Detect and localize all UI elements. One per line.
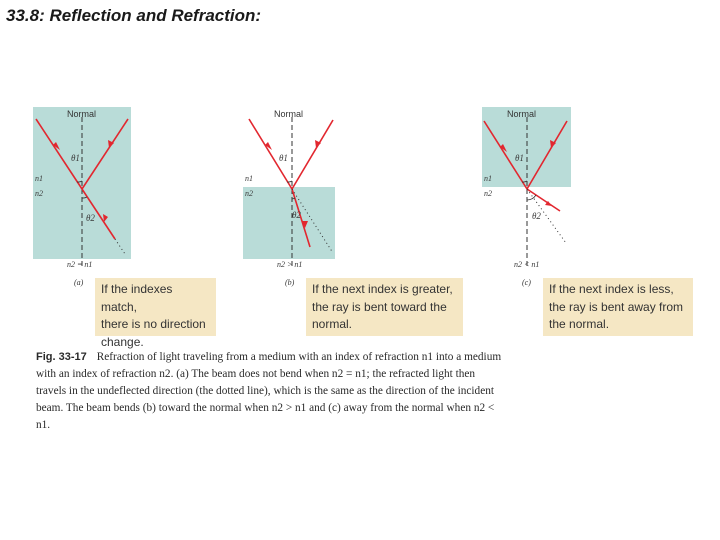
n2-label: n2 <box>245 189 253 198</box>
theta1-label: θ1 <box>279 153 288 163</box>
panel-c-diagram <box>482 107 580 272</box>
ray-diagram-c <box>482 107 580 272</box>
theta2-label: θ2 <box>292 210 301 220</box>
figure-label: Fig. 33-17 <box>36 351 87 363</box>
undeflected-dotted-line <box>292 189 333 253</box>
callout-a: If the indexes match, there is no direction change. <box>95 278 216 336</box>
reflected-ray <box>527 121 567 189</box>
callout-c: If the next index is less, the ray is bent away from the normal. <box>543 278 693 336</box>
relation-label: n2 = n1 <box>67 260 93 269</box>
callout-b: If the next index is greater, the ray is bent toward the normal. <box>306 278 463 336</box>
normal-label: Normal <box>507 109 537 119</box>
normal-label: Normal <box>274 109 304 119</box>
n1-label: n1 <box>35 174 43 183</box>
n1-label: n1 <box>484 174 492 183</box>
part-a-label: (a) <box>74 278 84 287</box>
n2-label: n2 <box>484 189 492 198</box>
theta1-label: θ1 <box>71 153 80 163</box>
theta1-label: θ1 <box>515 153 524 163</box>
reflected-ray <box>82 119 128 189</box>
theta2-label: θ2 <box>532 211 541 221</box>
reflected-ray <box>292 120 333 189</box>
normal-label: Normal <box>67 109 97 119</box>
panel-b-diagram <box>243 107 341 272</box>
theta2-label: θ2 <box>86 213 95 223</box>
relation-label: n2 > n1 <box>277 260 303 269</box>
relation-label: n2 < n1 <box>514 260 540 269</box>
ray-diagram-b <box>243 107 341 272</box>
theta2-arc <box>82 197 87 198</box>
slide-title: 33.8: Reflection and Refraction: <box>6 6 262 25</box>
refracted-ray <box>527 189 560 211</box>
ray-diagram-a <box>33 107 131 272</box>
n1-label: n1 <box>245 174 253 183</box>
part-b-label: (b) <box>285 278 295 287</box>
part-c-label: (c) <box>522 278 531 287</box>
caption-text: Refraction of light traveling from a medium with an index of refraction n1 into a medium with an index of refraction n2. (a) The beam does not bend when n2 = n1; the refracted light then travels in the undeflected direction (the dotted line), which is the same as the direction of the incident beam. The beam bends (b) toward the normal when n2 > n1 and (c) away from the normal when n2 < n1. <box>36 351 502 431</box>
panel-a-diagram <box>33 107 131 272</box>
undeflected-dotted-line <box>115 239 125 254</box>
n2-label: n2 <box>35 189 43 198</box>
figure-caption <box>36 349 504 434</box>
